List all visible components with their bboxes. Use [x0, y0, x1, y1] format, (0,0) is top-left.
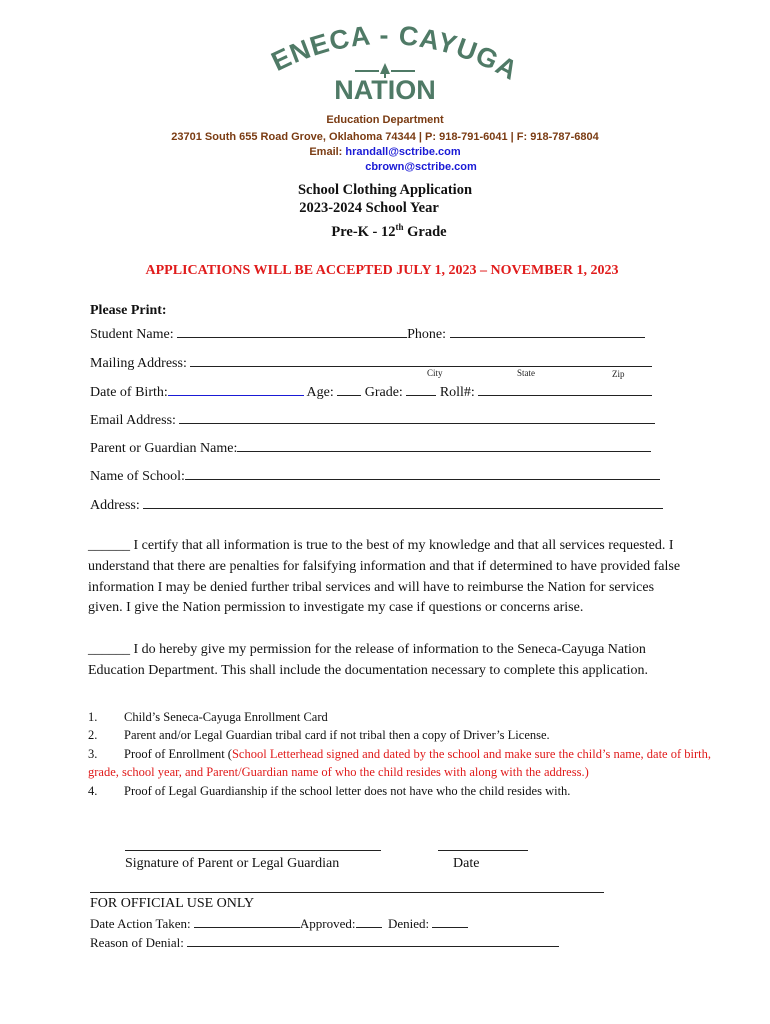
- email-line: [0, 146, 770, 158]
- dob-label: Date of Birth:: [90, 385, 168, 400]
- school-name-field[interactable]: [185, 465, 660, 480]
- department-name: Education Department: [326, 114, 444, 126]
- denied-field[interactable]: [432, 915, 468, 928]
- logo-arc-text: ENECA - CAYUG: [266, 24, 504, 77]
- logo-graphic: [255, 24, 515, 108]
- email-address-field[interactable]: [179, 409, 655, 424]
- address-row: [90, 494, 663, 514]
- email-link-1[interactable]: hrandall@sctribe.com: [345, 146, 461, 158]
- date-action-label: Date Action Taken:: [90, 916, 194, 931]
- mailing-address-field[interactable]: [190, 352, 652, 367]
- roll-label: Roll#:: [436, 385, 479, 400]
- application-window-notice: APPLICATIONS WILL BE ACCEPTED JULY 1, 2023 – NOVEMBER 1, 2023: [145, 263, 619, 278]
- release-paragraph: ______ I do hereby give my permission for the release of information to the Seneca-Cayuga Nation Education Department. This shall include the documentation necessary to complete this application.: [88, 642, 648, 678]
- grade-range: [4, 222, 770, 241]
- mailing-address-label: Mailing Address:: [90, 356, 191, 371]
- list-item: [88, 782, 713, 800]
- approved-field[interactable]: [356, 915, 382, 928]
- approved-label: Approved:: [299, 916, 356, 931]
- zip-caption: Zip: [612, 369, 625, 379]
- please-print-label: Please Print:: [90, 303, 167, 318]
- grade-range-sup: th: [395, 222, 404, 232]
- requirements-list: [88, 708, 713, 800]
- denial-reason-label: Reason of Denial:: [90, 935, 188, 950]
- guardian-name-field[interactable]: [237, 437, 651, 452]
- date-line[interactable]: [438, 850, 528, 851]
- student-name-field[interactable]: [177, 323, 407, 338]
- guardian-row: [90, 437, 651, 457]
- roll-field[interactable]: [478, 381, 652, 396]
- list-item-text: Proof of Enrollment (: [124, 746, 232, 761]
- list-item-red-text: School Letterhead signed and dated by the school and make sure the child’s name, date of birth, grade, school year, and Parent/Guardian name of who the child resides with along with the address.): [88, 746, 711, 780]
- email-address-label: Email Address:: [90, 413, 180, 428]
- dob-field[interactable]: [168, 381, 304, 396]
- list-item-text: Child’s Seneca-Cayuga Enrollment Card: [124, 710, 328, 724]
- list-item-text: Parent and/or Legal Guardian tribal card if not tribal then a copy of Driver’s License.: [124, 728, 550, 743]
- email-row: [90, 409, 655, 429]
- list-item-number: 4.: [88, 783, 98, 798]
- school-row: [90, 465, 660, 485]
- signature-line[interactable]: [125, 850, 381, 851]
- nation-logo: [255, 24, 515, 108]
- school-name-label: Name of School:: [90, 469, 185, 484]
- list-item: [88, 708, 713, 726]
- section-divider: [90, 892, 604, 893]
- list-item: [88, 745, 713, 782]
- age-field[interactable]: [337, 381, 361, 396]
- guardian-name-label: Parent or Guardian Name:: [90, 441, 238, 456]
- email-link-2[interactable]: cbrown@sctribe.com: [365, 161, 477, 173]
- list-item-number: 2.: [88, 728, 98, 743]
- grade-label: Grade:: [361, 385, 407, 400]
- state-caption: State: [517, 368, 535, 378]
- list-item: [88, 726, 713, 744]
- address-line: 23701 South 655 Road Grove, Oklahoma 74344 | P: 918-791-6041 | F: 918-787-6804: [171, 131, 599, 143]
- official-action-row: [90, 915, 468, 932]
- grade-range-post: Grade: [403, 223, 447, 240]
- student-name-label: Student Name:: [90, 327, 178, 342]
- address-field[interactable]: [143, 494, 663, 509]
- list-item-text: Proof of Legal Guardianship if the school letter does not have who the child resides with.: [124, 783, 571, 798]
- city-caption: City: [427, 368, 443, 378]
- student-name-row: [90, 323, 665, 343]
- signature-label: Signature of Parent or Legal Guardian: [125, 856, 340, 871]
- list-item-number: 1.: [88, 710, 98, 724]
- date-action-field[interactable]: [194, 915, 300, 928]
- email-label: Email:: [309, 146, 346, 158]
- denied-label: Denied:: [381, 916, 433, 931]
- certify-paragraph: ______ I certify that all information is true to the best of my knowledge and that all services requested. I understand that there are penalties for falsifying information and that if determined to have provided false information I may be denied further tribal services and will have to reimburse the Nation for services given. I give the Nation permission to investigate my case if questions or concerns arise.: [88, 538, 681, 616]
- grade-range-pre: Pre-K - 12: [331, 223, 396, 240]
- age-label: Age:: [303, 385, 338, 400]
- denial-reason-field[interactable]: [187, 934, 559, 947]
- list-item-number: 3.: [88, 746, 98, 761]
- school-year: 2023-2024 School Year: [299, 200, 439, 216]
- dob-row: [90, 381, 670, 401]
- denial-reason-row: [90, 934, 559, 951]
- date-label: Date: [453, 856, 480, 871]
- address-label: Address:: [90, 498, 144, 513]
- mailing-address-row: [90, 352, 652, 372]
- phone-field[interactable]: [450, 323, 645, 338]
- logo-nation-text: NATION: [334, 75, 436, 105]
- official-use-heading: FOR OFFICIAL USE ONLY: [90, 896, 255, 911]
- form-title: School Clothing Application: [297, 182, 473, 198]
- phone-label: Phone:: [407, 327, 450, 342]
- grade-field[interactable]: [406, 381, 436, 396]
